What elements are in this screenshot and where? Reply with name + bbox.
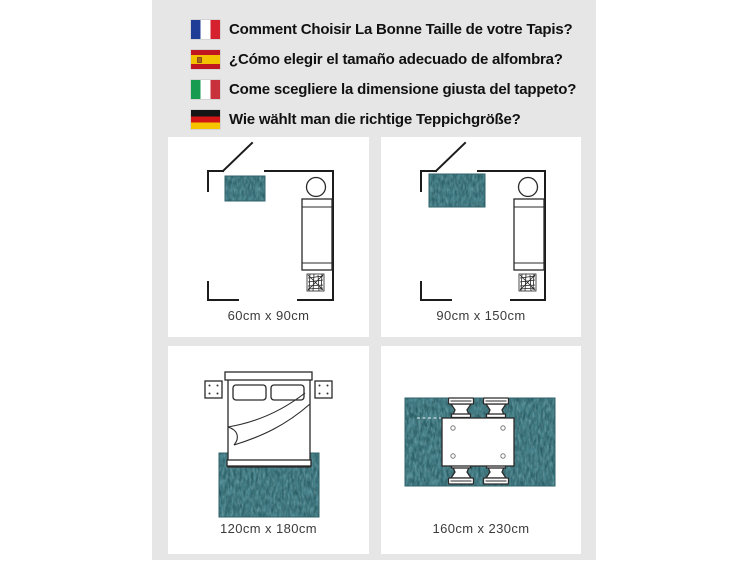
rug-size-label: 90cm x 150cm: [436, 308, 526, 323]
rug-size-label: 120cm x 180cm: [220, 521, 317, 536]
pillow-left-icon: [233, 385, 266, 400]
bed-icon: [302, 199, 332, 270]
rug-icon: [429, 174, 485, 207]
header-row-german: [191, 104, 576, 134]
panel-bedroom-medium-rug: [381, 137, 581, 337]
header-text-italian: Come scegliere la dimensione giusta del tappeto?: [229, 80, 577, 98]
side-table-icon: [519, 178, 538, 197]
header-text-german: Wie wählt man die richtige Teppichgröße?: [229, 110, 521, 128]
header-row-spanish: [191, 44, 576, 74]
bedroom-floorplan-small: [168, 137, 369, 307]
rug-icon: [225, 176, 265, 201]
door-icon: [436, 143, 465, 171]
rug-size-label: 160cm x 230cm: [432, 521, 530, 536]
header-row-french: [191, 14, 576, 44]
germany-flag-icon: [191, 110, 220, 129]
dining-rug-diagram: [381, 346, 581, 524]
bed-icon: [514, 199, 544, 270]
italy-flag-icon: [191, 80, 220, 99]
header-text-french: Comment Choisir La Bonne Taille de votre Tapis?: [229, 20, 573, 38]
nightstand-left-icon: [205, 381, 222, 398]
footboard-icon: [227, 460, 311, 466]
nightstand-right-icon: [315, 381, 332, 398]
panel-dining-rug: [381, 346, 581, 554]
panel-bedroom-small-rug: [168, 137, 369, 337]
spain-flag-icon: [191, 50, 220, 69]
bed-icon: [225, 372, 312, 467]
bedroom-floorplan-medium: [381, 137, 581, 307]
door-icon: [223, 143, 252, 171]
header-row-italian: [191, 74, 576, 104]
side-table-icon: [307, 178, 326, 197]
rug-size-label: 60cm x 90cm: [227, 308, 310, 323]
plant-icon: [519, 274, 536, 291]
panel-bed-rug: [168, 346, 369, 554]
headboard-icon: [225, 372, 312, 380]
bed-rug-diagram: [168, 346, 369, 524]
dining-table-icon: [442, 418, 514, 466]
france-flag-icon: [191, 20, 220, 39]
header-text-spanish: ¿Cómo elegir el tamaño adecuado de alfombra?: [229, 50, 563, 68]
plant-icon: [307, 274, 324, 291]
content-strip: [152, 0, 596, 560]
header: [191, 14, 576, 134]
